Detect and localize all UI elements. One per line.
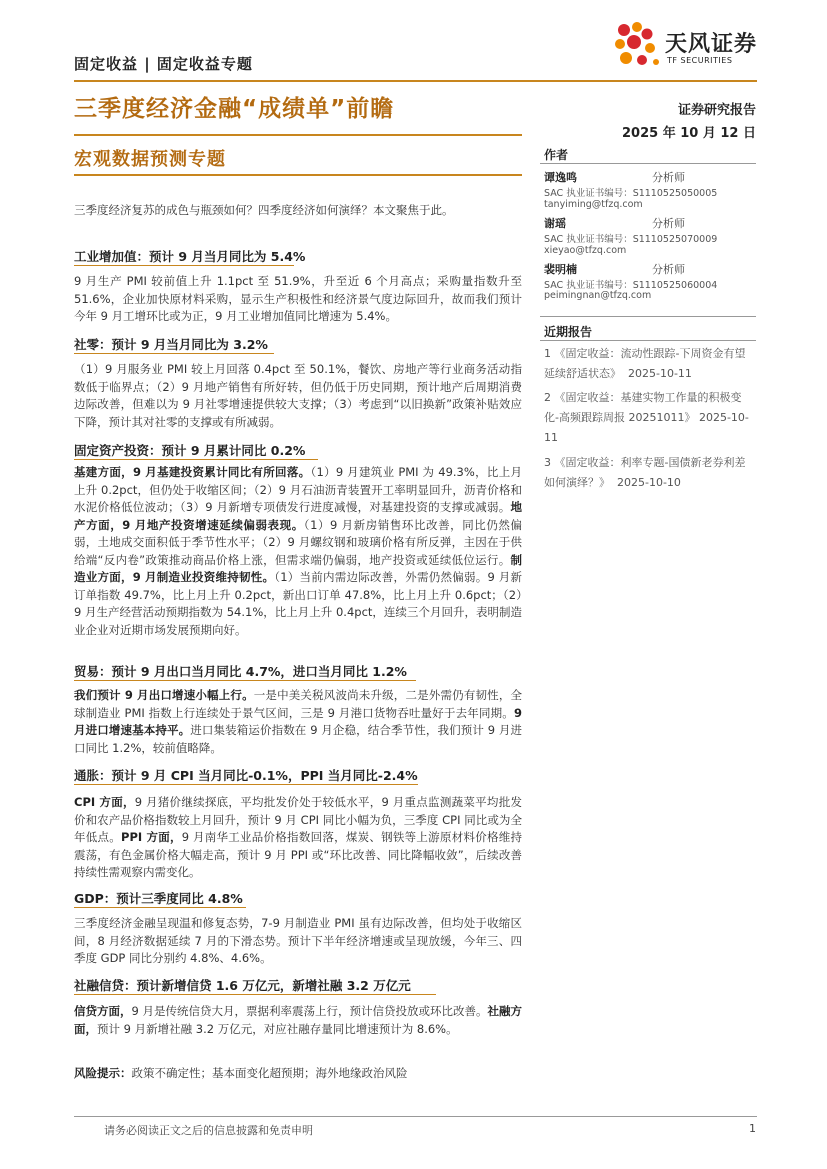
section-heading-inflation: 通胀：预计 9 月 CPI 当月同比-0.1%，PPI 当月同比-2.4% <box>74 768 418 783</box>
section-heading-gdp: GDP：预计三季度同比 4.8% <box>74 891 243 906</box>
section-body-inflation <box>74 794 522 882</box>
property-lead: 地产方面，9 月地产投资增速延续偏弱表现。 <box>74 500 522 532</box>
risk-warning <box>74 1065 522 1083</box>
section-underline <box>74 680 416 681</box>
sidebar-divider <box>540 316 756 317</box>
section-underline <box>74 784 418 785</box>
ppi-lead: PPI 方面， <box>121 830 182 844</box>
footer-disclaimer: 请务必阅读正文之后的信息披露和免责申明 <box>104 1124 313 1137</box>
author-name: 谭逸鸣 <box>544 171 577 184</box>
risk-text: 政策不确定性；基本面变化超预期；海外地缘政治风险 <box>131 1066 408 1080</box>
cpi-text: 9 月猪价继续探底，平均批发价处于较低水平，9 月重点监测蔬菜平均批发价和农产品价格指数较上月回升，预计 9 月 CPI 同比小幅为负，三季度 CPI 同比或为全年低点。 <box>74 795 522 844</box>
sidebar-divider <box>540 163 756 164</box>
report-type: 证券研究报告 <box>677 103 756 118</box>
export-text: 一是中美关税风波尚未升级，二是外需仍有韧性，全球制造业 PMI 指数上行连续处于景气区间，三是 9 月港口货物吞吐量好于去年同期。 <box>74 688 523 720</box>
infra-text: （1）9 月建筑业 PMI 为 49.3%，比上月上升 0.2pct，但仍处于收缩区间；（2）9 月石油沥青装置开工率明显回升，沥青价格和水泥价格低位波动；（3）9 月新增专项债发行进度减慢，对基建投资的支撑或减弱。 <box>74 465 522 514</box>
brand-name: 天风证券 <box>665 32 758 57</box>
recent-reports-heading: 近期报告 <box>544 325 593 339</box>
section-underline <box>74 459 318 460</box>
author-email[interactable]: peimingnan@tfzq.com <box>544 290 652 301</box>
manufacturing-lead: 制造业方面，9 月制造业投资维持韧性。 <box>74 552 522 584</box>
subtitle-divider <box>74 174 522 176</box>
page-title: 三季度经济金融“成绩单”前瞻 <box>74 96 395 122</box>
section-body-gdp: 三季度经济金融呈现温和修复态势，7-9 月制造业 PMI 虽有边际改善，但均处于收缩区间，8 月经济数据延续 7 月的下滑态势。预计下半年经济增速或呈现放缓，今年三、四季度 GDP 同比分别约 4.8%、4.6%。 <box>74 916 522 965</box>
cpi-lead: CPI 方面， <box>74 795 135 809</box>
tsf-lead: 社融方面， <box>74 1004 523 1036</box>
section-heading-trade: 贸易：预计 9 月出口当月同比 4.7%，进口当月同比 1.2% <box>74 664 407 679</box>
recent-report-date: 2025-10-11 <box>544 411 749 444</box>
report-category: 固定收益 | 固定收益专题 <box>74 55 253 73</box>
property-text: （1）9 月新房销售环比改善，同比仍然偏弱，土地成交面积低于季节性水平；（2）9 月螺纹钢和玻璃价格有所反弹，主因在于供给端“反内卷”政策推动商品价格上涨，但需求端仍偏弱，地产投资或延续低位运行。 <box>74 517 522 567</box>
export-lead: 我们预计 9 月出口增速小幅上行。 <box>74 688 254 702</box>
author-email[interactable]: xieyao@tfzq.com <box>544 245 627 256</box>
section-heading-credit: 社融信贷：预计新增信贷 1.6 万亿元，新增社融 3.2 万亿元 <box>74 978 411 993</box>
author-cert: SAC 执业证书编号：S1110525050005 <box>544 188 718 199</box>
recent-report-date: 2025-10-11 <box>628 367 692 380</box>
author-name: 裴明楠 <box>544 263 577 276</box>
section-body-credit <box>74 1003 522 1038</box>
section-body-trade <box>74 687 522 757</box>
author-cert: SAC 执业证书编号：S1110525070009 <box>544 234 718 245</box>
import-text: 进口集装箱运价指数在 9 月企稳，结合季节性，我们预计 9 月进口同比 1.2%，较前值略降。 <box>74 723 522 755</box>
infra-lead: 基建方面，9 月基建投资累计同比有所回落。 <box>74 465 311 479</box>
footer-divider <box>74 1116 757 1117</box>
intro-paragraph: 三季度经济复苏的成色与瓶颈如何？四季度经济如何演绎？本文聚焦于此。 <box>74 203 454 217</box>
section-underline <box>74 907 246 908</box>
section-heading-industry: 工业增加值：预计 9 月当月同比为 5.4% <box>74 249 306 264</box>
report-date: 2025 年 10 月 12 日 <box>622 126 756 141</box>
ppi-text: 9 月南华工业品价格指数回落，煤炭、钢铁等上游原材料价格维持震荡，有色金属价格大幅走高，预计 9 月 PPI 或“环比改善、同比降幅收敛”，后续改善持续性需观察内需变化。 <box>74 830 523 879</box>
page-subtitle: 宏观数据预测专题 <box>74 149 226 170</box>
sidebar-divider <box>540 340 756 341</box>
author-name: 谢瑶 <box>544 217 566 230</box>
section-underline <box>74 994 436 995</box>
author-role: 分析师 <box>652 171 685 184</box>
author-role: 分析师 <box>652 217 685 230</box>
manufacturing-text: （1）当前内需边际改善，外需仍然偏弱。9 月新订单指数 49.7%，比上月上升 0.2pct，新出口订单 47.8%，比上月上升 0.6pct；（2）9 月生产经营活动预期指数为 54.1%，比上月上升 0.4pct，连续三个月回升，表明制造业企业对近期市场发展预期向好。 <box>74 570 522 637</box>
section-underline <box>74 265 294 266</box>
authors-heading: 作者 <box>544 148 569 162</box>
recent-report-date: 2025-10-10 <box>617 476 681 489</box>
section-heading-retail: 社零：预计 9 月当月同比为 3.2% <box>74 337 268 352</box>
author-email[interactable]: tanyiming@tfzq.com <box>544 199 643 210</box>
brand-subtitle: TF SECURITIES <box>667 56 733 65</box>
recent-report-title: 1 《固定收益：流动性跟踪-下周资金有望延续舒适状态》 <box>544 347 746 380</box>
loan-lead: 信贷方面， <box>74 1004 132 1018</box>
author-role: 分析师 <box>652 263 685 276</box>
section-body-industry: 9 月生产 PMI 较前值上升 1.1pct 至 51.9%，升至近 6 个月高点；采购量指数升至 51.6%，企业加快原材料采购，显示生产积极性和经济景气度边际回升，故而我们预计今年 9 月工增环比或为正，9 月工业增加值同比增速为 5.4%。 <box>74 274 522 323</box>
recent-report-title: 3 《固定收益：利率专题-国债新老券利差如何演绎？》 <box>544 456 746 489</box>
section-body-retail: （1）9 月服务业 PMI 较上月回落 0.4pct 至 50.1%，餐饮、房地产等行业商务活动指数低于临界点；（2）9 月地产销售有所好转，但仍低于历史同期，预计地产后周期消费边际改善，但难以为 9 月社零增速提供较大支撑；（3）考虑到“以旧换新”政策补贴效应下降，预计其对社零的支撑或有所减弱。 <box>74 362 522 429</box>
section-underline <box>74 353 274 354</box>
tsf-text: 预计 9 月新增社融 3.2 万亿元，对应社融存量同比增速预计为 8.6%。 <box>97 1021 458 1036</box>
section-heading-investment: 固定资产投资：预计 9 月累计同比 0.2% <box>74 443 306 458</box>
author-cert: SAC 执业证书编号：S1110525060004 <box>544 280 718 291</box>
recent-report-item[interactable] <box>544 453 756 493</box>
loan-text: 9 月是传统信贷大月，票据利率震荡上行，预计信贷投放或环比改善。 <box>131 1004 488 1018</box>
recent-report-item[interactable] <box>544 388 756 448</box>
section-body-investment <box>74 464 522 639</box>
recent-report-title: 2 《固定收益：基建实物工作量的积极变化-高频跟踪周报 20251011》 <box>544 391 742 424</box>
title-divider <box>74 134 522 136</box>
recent-report-item[interactable] <box>544 344 756 384</box>
page-number: 1 <box>749 1122 756 1135</box>
import-lead: 9 月进口增速基本持平。 <box>74 705 522 737</box>
header-divider <box>74 80 757 82</box>
risk-label: 风险提示： <box>74 1066 132 1080</box>
